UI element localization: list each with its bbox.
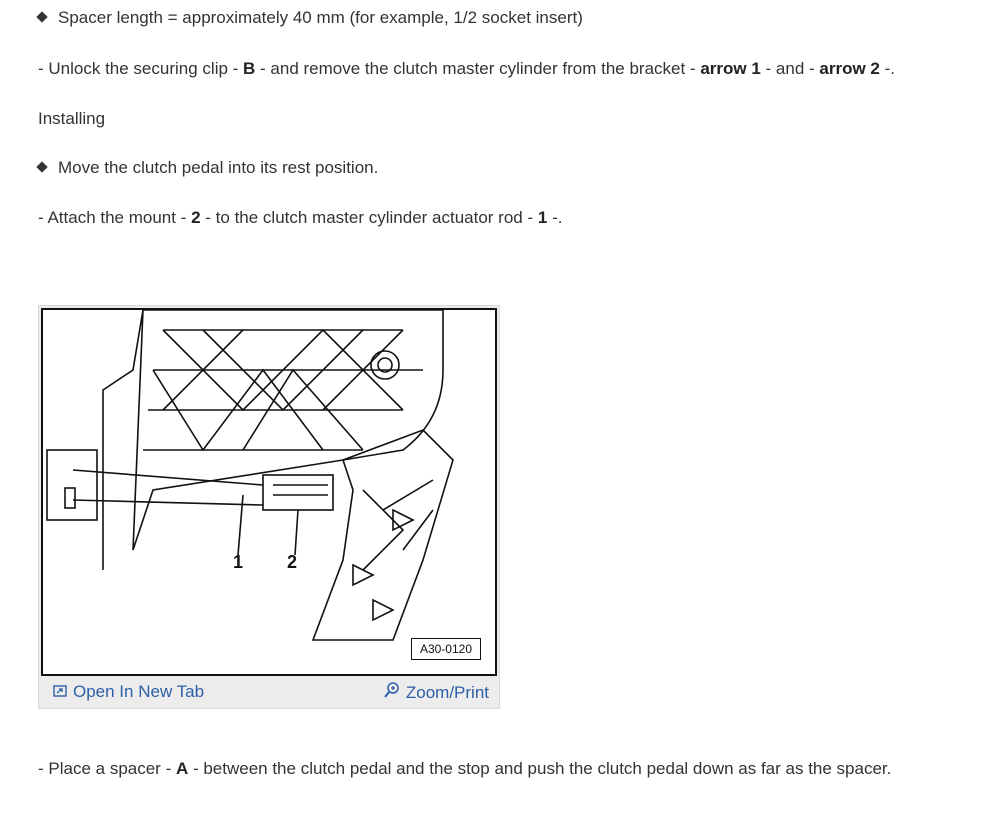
step-place-spacer: - Place a spacer - A - between the clutch pedal and the stop and push the clutch pedal down as far as the spacer. xyxy=(38,759,892,778)
zoom-print-link[interactable]: Zoom/Print xyxy=(384,682,489,703)
open-in-new-tab-link[interactable]: Open In New Tab xyxy=(53,682,204,702)
figure-link-row xyxy=(39,676,499,708)
bullet-item-spacer-length: Spacer length = approximately 40 mm (for example, 1/2 socket insert) xyxy=(38,8,583,28)
clutch-pedal-illustration[interactable] xyxy=(41,308,497,676)
magnifier-plus-icon xyxy=(384,682,400,703)
diamond-bullet-icon xyxy=(36,11,47,22)
figure-caption: A30-0120 xyxy=(411,638,481,660)
figure-label-2: 2 xyxy=(287,552,298,572)
external-tab-icon xyxy=(53,682,67,702)
clutch-pedal-drawing xyxy=(43,310,495,674)
bullet-item-rest-position: Move the clutch pedal into its rest position. xyxy=(38,158,378,178)
diamond-bullet-icon xyxy=(36,161,47,172)
step-unlock-clip: - Unlock the securing clip - B - and remove the clutch master cylinder from the bracket - arrow 1 - and - arrow 2 -. xyxy=(38,59,895,78)
section-heading-installing: Installing xyxy=(38,109,106,128)
figure-label-1: 1 xyxy=(233,552,244,572)
figure-container xyxy=(38,305,500,709)
step-attach-mount: - Attach the mount - 2 - to the clutch master cylinder actuator rod - 1 -. xyxy=(38,208,563,227)
